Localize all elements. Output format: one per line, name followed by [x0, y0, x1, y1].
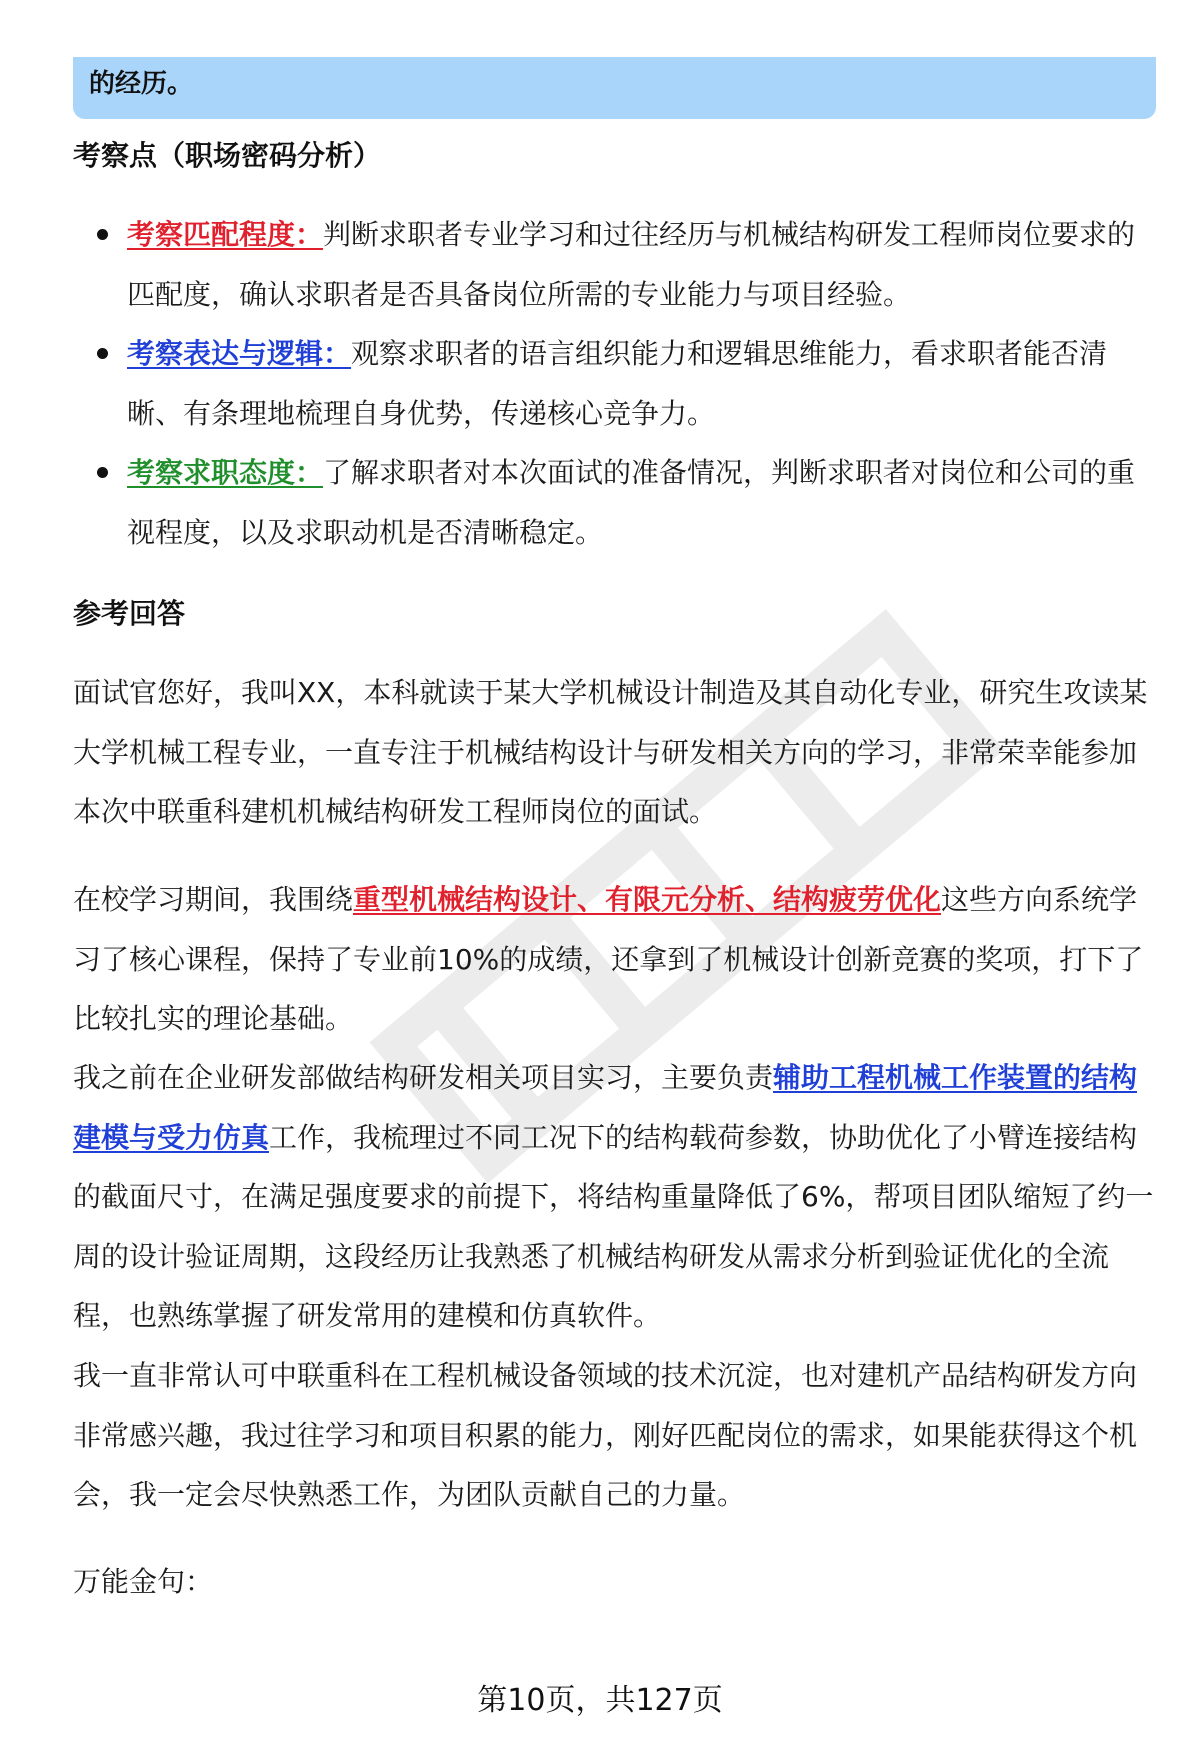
highlight-phrase: 重型机械结构设计、有限元分析、结构疲劳优化 [353, 883, 942, 916]
bullet-keyword: 考察表达与逻辑： [127, 337, 352, 370]
bullet-dot-icon [97, 229, 108, 240]
paragraph-text: 工作，我梳理过不同工况下的结构载荷参数，协助优化了小臂连接结构的截面尺寸，在满足强度要求的前提下，将结构重量降低了6%，帮项目团队缩短了约一周的设计验证周期，这段经历让我熟悉了机械结构研发从需求分析到验证优化的全流程，也熟练掌握了研发常用的建模和仿真软件。 [73, 1120, 1154, 1332]
bullet-keyword: 考察求职态度： [127, 456, 324, 489]
continued-question-banner [73, 57, 1156, 119]
answer-paragraph-golden-sentence: 万能金句： [73, 1565, 214, 1598]
paragraph-text: 这些方向系统学习了核心课程，保持了专业前10%的成绩，还拿到了机械设计创新竞赛的奖项，打下了比较扎实的理论基础。 [73, 883, 1144, 1035]
assessment-bullet-list [97, 205, 1157, 562]
section-heading-assessment: 考察点（职场密码分析） [73, 139, 382, 172]
page-number: 第10页，共127页 [477, 1683, 723, 1718]
list-item [97, 443, 1157, 562]
answer-paragraph-intro: 面试官您好，我叫XX，本科就读于某大学机械设计制造及其自动化专业，研究生攻读某大学机械工程专业，一直专注于机械结构设计与研发相关方向的学习，非常荣幸能参加本次中联重科建机机械结构研发工程师岗位的面试。 [73, 676, 1148, 828]
answer-paragraph-motivation: 我一直非常认可中联重科在工程机械设备领域的技术沉淀，也对建机产品结构研发方向非常感兴趣，我过往学习和项目积累的能力，刚好匹配岗位的需求，如果能获得这个机会，我一定会尽快熟悉工作，为团队贡献自己的力量。 [73, 1359, 1138, 1511]
answer-paragraph-study [73, 870, 1163, 1049]
list-item [97, 324, 1157, 443]
highlight-phrase: 辅助工程机械工作装置的结构建模与受力仿真 [73, 1061, 1138, 1154]
bullet-text: 观察求职者的语言组织能力和逻辑思维能力，看求职者能否清晰、有条理地梳理自身优势，传递核心竞争力。 [127, 337, 1108, 430]
paragraph-text: 在校学习期间，我围绕 [73, 883, 354, 916]
bullet-text: 判断求职者专业学习和过往经历与机械结构研发工程师岗位要求的匹配度，确认求职者是否具备岗位所需的专业能力与项目经验。 [127, 218, 1136, 311]
paragraph-text: 我之前在企业研发部做结构研发相关项目实习，主要负责 [73, 1061, 774, 1094]
bullet-dot-icon [97, 348, 108, 359]
answer-paragraph-internship [73, 1048, 1163, 1346]
bullet-keyword: 考察匹配程度： [127, 218, 324, 251]
bullet-text: 了解求职者对本次面试的准备情况，判断求职者对岗位和公司的重视程度，以及求职动机是否清晰稳定。 [127, 456, 1136, 549]
banner-text: 的经历。 [89, 69, 194, 99]
list-item [97, 205, 1157, 324]
bullet-dot-icon [97, 467, 108, 478]
section-heading-answer: 参考回答 [73, 597, 186, 630]
